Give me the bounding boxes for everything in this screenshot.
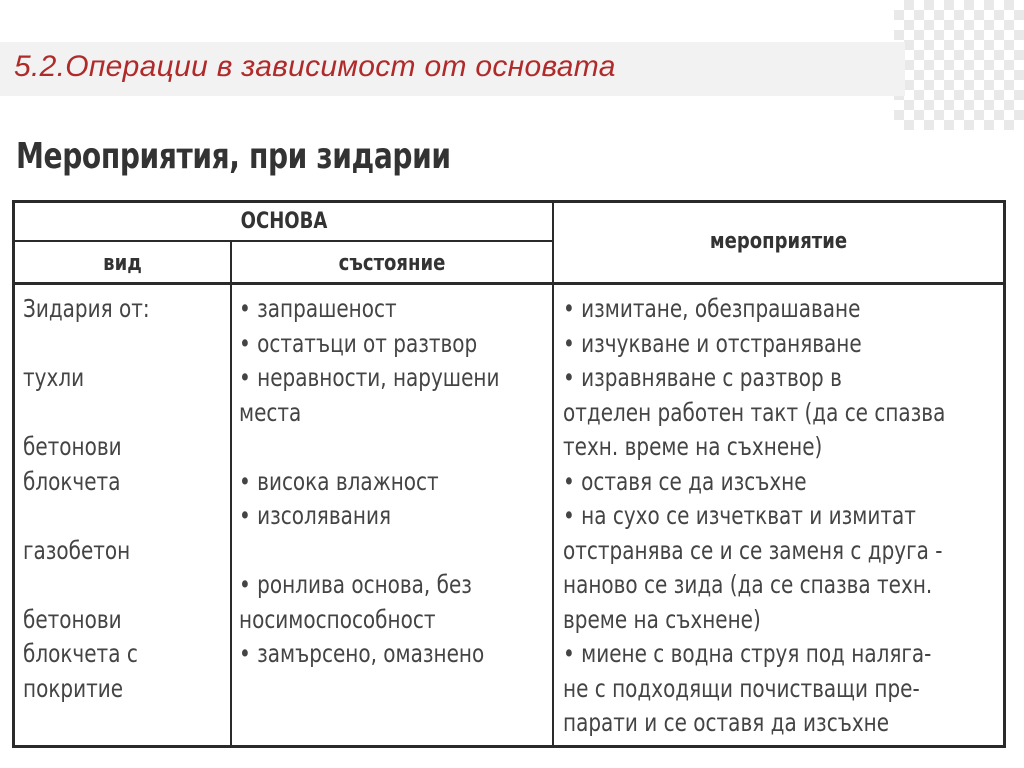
column-meropriyatie <box>563 292 945 741</box>
vid-line <box>23 499 150 534</box>
sastoyanie-line: места <box>239 397 302 427</box>
meropriyatie-line: • миене с водна струя под наляга- <box>563 639 932 668</box>
sastoyanie-line: • замърсено, омазнено <box>239 639 485 668</box>
decorative-checker-pattern <box>894 0 1024 130</box>
vid-line: тухли <box>23 363 85 392</box>
column-vid <box>23 292 150 706</box>
vid-line <box>23 396 150 431</box>
header-meropriyatie: мероприятие <box>709 229 848 254</box>
sastoyanie-line <box>239 430 500 465</box>
sastoyanie-line: носимоспособност <box>239 604 436 634</box>
meropriyatie-line: • изчукване и отстраняване <box>563 328 862 358</box>
vid-line: блокчета с <box>23 639 138 668</box>
meropriyatie-line: парати и се оставя да изсъхне <box>563 708 890 737</box>
sastoyanie-line: • ронлива основа, без <box>239 570 472 599</box>
measures-table <box>12 200 1006 748</box>
vid-line <box>23 568 150 603</box>
vid-line: покритие <box>23 673 124 703</box>
sastoyanie-line: • запрашеност <box>239 294 397 323</box>
vid-line: бетонови <box>23 432 122 461</box>
header-osnova: ОСНОВА <box>240 209 328 234</box>
header-divider-osnova <box>15 240 553 242</box>
meropriyatie-line: • оставя се да изсъхне <box>563 466 807 496</box>
meropriyatie-line: отстранява се и се заменя с друга - <box>563 535 943 565</box>
sastoyanie-line: • остатъци от разтвор <box>239 328 478 358</box>
meropriyatie-line: техн. време на съхнене) <box>563 432 823 461</box>
sastoyanie-line: • висока влажност <box>239 466 439 496</box>
meropriyatie-line: не с подходящи почистващи пре- <box>563 673 920 703</box>
vid-line <box>23 327 150 362</box>
column-divider-1 <box>230 241 232 745</box>
header-sastoyanie: състояние <box>338 251 446 276</box>
meropriyatie-line: • измитане, обезпрашаване <box>563 294 861 323</box>
vid-line: газобетон <box>23 535 131 565</box>
meropriyatie-line: наново се зида (да се спазва техн. <box>563 570 933 599</box>
slide-title: 5.2.Операции в зависимост от основата <box>14 50 616 83</box>
meropriyatie-line: • на сухо се изчеткват и измитат <box>563 501 916 530</box>
vid-line: блокчета <box>23 466 121 496</box>
header-bottom-line <box>15 282 1003 285</box>
meropriyatie-line: отделен работен такт (да се спазва <box>563 397 946 427</box>
header-vid: вид <box>103 251 142 276</box>
meropriyatie-line: • изравняване с разтвор в <box>563 363 842 392</box>
sastoyanie-line: • изсолявания <box>239 501 391 530</box>
column-divider-2 <box>552 203 554 745</box>
sastoyanie-line <box>239 534 500 569</box>
column-sastoyanie <box>239 292 500 672</box>
vid-line: бетонови <box>23 604 122 634</box>
vid-line: Зидария от: <box>23 294 150 323</box>
meropriyatie-line: време на съхнене) <box>563 604 761 634</box>
sastoyanie-line: • неравности, нарушени <box>239 363 500 392</box>
document-title: Мероприятия, при зидарии <box>16 136 451 177</box>
